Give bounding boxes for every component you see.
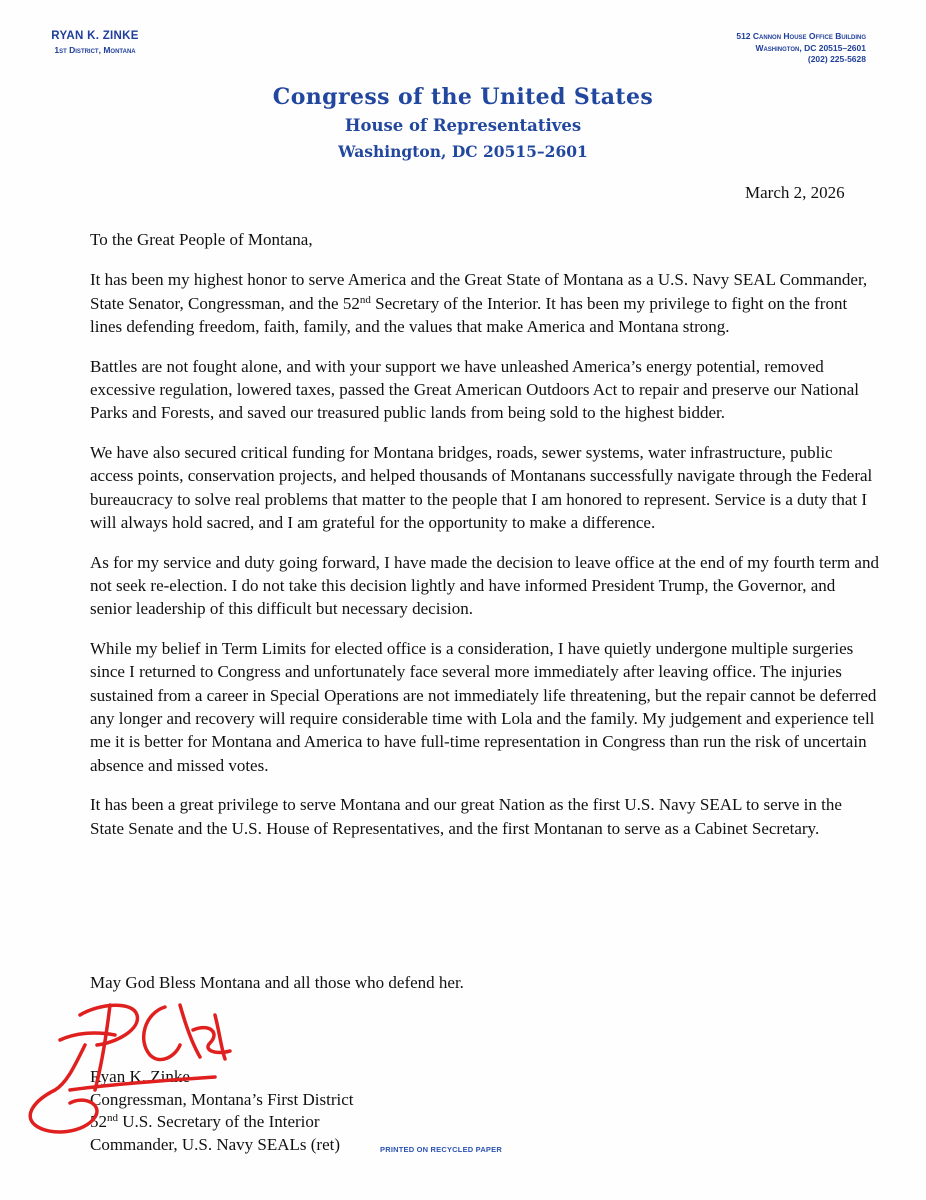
paragraph-5: While my belief in Term Limits for elected office is a consideration, I have quietly undergone multiple surgeries since I returned to Congress and unfortunately face several more immediately after leaving office. The injuries sustained from a career in Special Operations are not immediately life threatening, but the repair cannot be deferred any longer and recovery will require considerable time with Lola and the family. My judgement and experience tell me it is better for Montana and America to have full-time representation in Congress than run the risk of uncertain absence and missed votes. [90, 639, 877, 775]
paragraph-6: It has been a great privilege to serve Montana and our great Nation as the first U.S. Navy SEAL to serve in the State Senate and the U.S. House of Representatives, and the first Montanan to serve as a Cabinet Secretary. [90, 795, 842, 838]
signer-title-2-text: U.S. Secretary of the Interior [118, 1112, 320, 1131]
paragraph-1 [90, 268, 880, 338]
address-line-1: 512 Cannon House Office Building [736, 31, 866, 41]
phone-number: (202) 225-5628 [807, 54, 866, 64]
signer-title-3: Commander, U.S. Navy SEALs (ret) [90, 1134, 341, 1154]
masthead-congress: Congress of the United States [272, 84, 654, 110]
member-name: RYAN K. ZINKE [51, 30, 139, 42]
letterhead-member [0, 30, 190, 55]
signer-title-2-superscript: nd [107, 1112, 118, 1124]
congressional-masthead [0, 84, 926, 161]
signer-name: Ryan K. Zinke [90, 1067, 190, 1086]
ordinal-superscript: nd [359, 293, 371, 306]
signer-title-2-number: 52 [90, 1112, 107, 1131]
paragraph-1-start: It has been my highest honor to serve America and the Great State of Montana as a U.S. Navy SEAL Commander, State Senator, Congressman, and the 52 [90, 270, 868, 313]
address-line-2: Washington, DC 20515–2601 [755, 42, 866, 53]
signer-title-1: Congressman, Montana’s First District [90, 1089, 354, 1109]
closing-line: May God Bless Montana and all those who defend her. [90, 973, 464, 992]
letter-body [90, 228, 880, 857]
paragraph-1-end: Secretary of the Interior. It has been my privilege to fight on the front lines defending freedom, faith, family, and the values that make America and Montana strong. [90, 293, 848, 336]
paragraph-2: Battles are not fought alone, and with your support we have unleashed America’s energy potential, removed excessive regulation, lowered taxes, passed the Great American Outdoors Act to repair and preserve our National Parks and Forests, and saved our treasured public lands from being sold to the highest bidder. [90, 356, 859, 423]
paragraph-4: As for my service and duty going forward, I have made the decision to leave office at the end of my fourth term and not seek re-election. I do not take this decision lightly and have informed President Trump, the Governor, and senior leadership of this difficult but necessary decision. [90, 552, 879, 619]
recycled-paper-note: PRINTED ON RECYCLED PAPER [380, 1145, 502, 1154]
handwritten-signature [15, 985, 275, 1145]
letter-date: March 2, 2026 [745, 183, 845, 202]
letterhead-address [656, 31, 866, 66]
masthead-house: House of Representatives [344, 116, 582, 135]
member-district: 1st District, Montana [54, 45, 136, 55]
masthead-city: Washington, DC 20515–2601 [338, 142, 588, 161]
paragraph-3: We have also secured critical funding for Montana bridges, roads, sewer systems, water infrastructure, public access points, conservation projects, and helped thousands of Montanans successfully navigate through the Federal bureaucracy to solve real problems that matter to the people that I am honored to represent. Service is a duty that I will always hold sacred, and I am grateful for the opportunity to make a difference. [90, 443, 873, 532]
salutation: To the Great People of Montana, [90, 230, 313, 249]
